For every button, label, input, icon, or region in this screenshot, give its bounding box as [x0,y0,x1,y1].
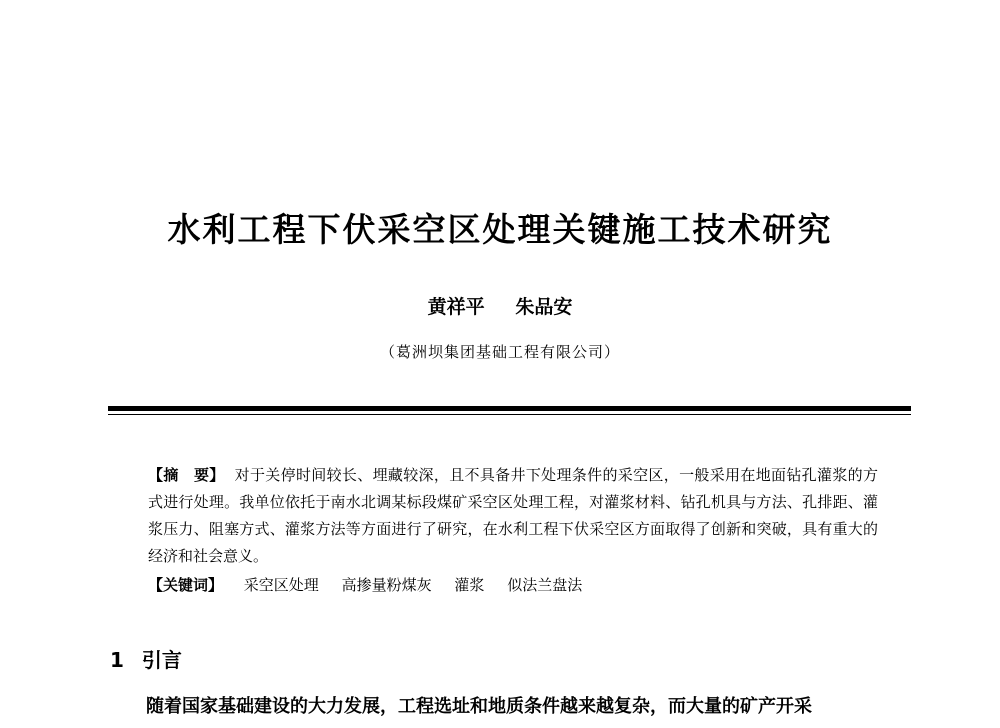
keywords [148,572,878,599]
affiliation: （葛洲坝集团基础工程有限公司） [379,343,620,361]
author-name: 朱品安 [515,296,573,318]
keywords-label: 【关键词】 [148,576,224,594]
author-name: 黄祥平 [427,296,485,318]
section-number: 1 [110,648,124,672]
abstract [148,462,878,570]
authors [0,294,1000,320]
keyword: 高掺量粉煤灰 [341,576,432,594]
keyword: 灌浆 [454,576,485,594]
abstract-label: 【摘 要】 [148,466,225,484]
section-title: 引言 [141,648,182,672]
keyword: 似法兰盘法 [507,576,583,594]
body-paragraph: 随着国家基础建设的大力发展，工程选址和地质条件越来越复杂，而大量的矿产开采 [146,696,812,717]
header-divider-thick [108,406,911,411]
section-heading [110,646,182,674]
keyword: 采空区处理 [243,576,319,594]
abstract-text: 对于关停时间较长、埋藏较深，且不具备井下处理条件的采空区，一般采用在地面钻孔灌浆的方式进行处理。我单位依托于南水北调某标段煤矿采空区处理工程，对灌浆材料、钻孔机具与方法、孔排距、灌浆压力、阻塞方式、灌浆方法等方面进行了研究，在水利工程下伏采空区方面取得了创新和突破，具有重大的经济和社会意义。 [148,466,878,565]
paper-title: 水利工程下伏采空区处理关键施工技术研究 [167,210,833,249]
header-divider-thin [108,414,911,415]
